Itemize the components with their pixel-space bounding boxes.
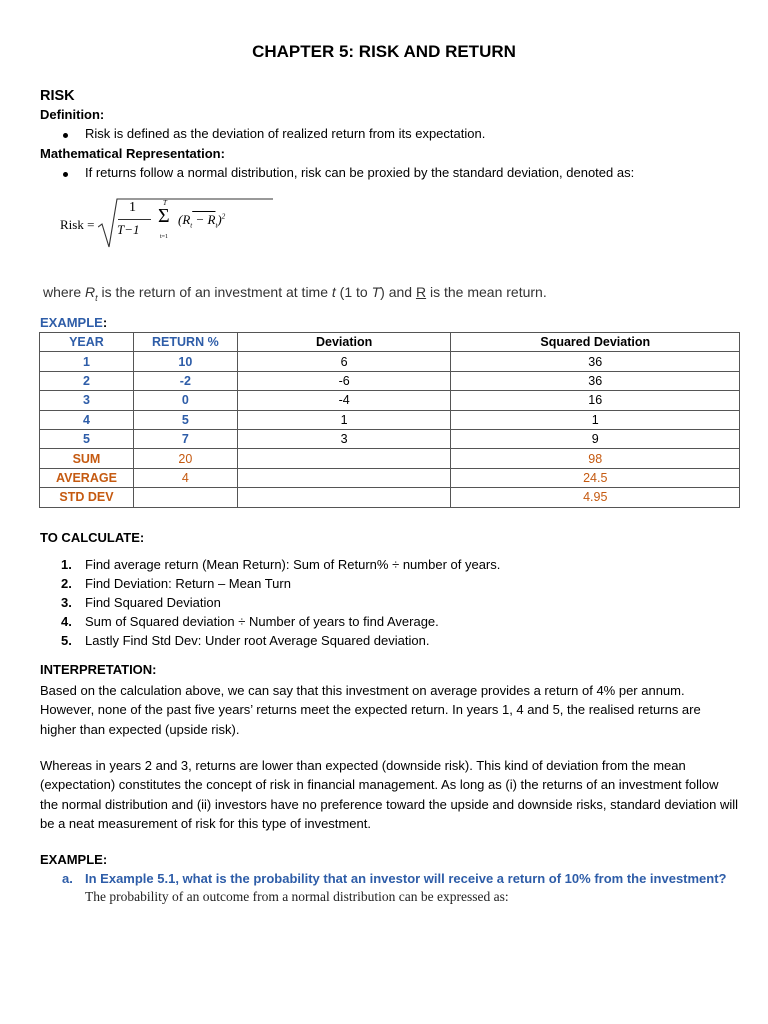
squared-deviation-cell: 36	[451, 371, 740, 390]
summary-squared-deviation: 24.5	[451, 468, 740, 487]
return-cell: -2	[133, 371, 237, 390]
return-cell: 0	[133, 391, 237, 410]
calculate-heading: TO CALCULATE:	[40, 530, 145, 545]
squared-deviation-cell: 9	[451, 429, 740, 448]
list-item: 2. Find Deviation: Return – Mean Turn	[61, 576, 291, 591]
summary-return: 4	[133, 468, 237, 487]
sum-lower-limit: t=1	[160, 234, 169, 240]
year-cell: 3	[40, 391, 134, 410]
deviation-cell: -6	[237, 371, 451, 390]
list-item: 3. Find Squared Deviation	[61, 595, 221, 610]
list-item: 4. Sum of Squared deviation ÷ Number of years to find Average.	[61, 614, 439, 629]
header-deviation: Deviation	[237, 333, 451, 352]
risk-heading: RISK	[40, 88, 75, 104]
example-heading: EXAMPLE:	[40, 852, 108, 867]
return-cell: 10	[133, 352, 237, 371]
formula-numerator: 1	[129, 200, 136, 215]
bullet-icon	[63, 172, 68, 177]
squared-deviation-cell: 1	[451, 410, 740, 429]
interpretation-paragraph-1: Based on the calculation above, we can say that this investment on average provides a return of 4% per annum. However, none of the past five years’ returns meet the expected return. In years 1, 4 and 5, the realised returns are higher than expected (upside risk).	[40, 683, 701, 737]
question-label: a.	[62, 871, 73, 886]
deviation-cell: 3	[237, 429, 451, 448]
header-squared-deviation: Squared Deviation	[451, 333, 740, 352]
year-cell: 2	[40, 371, 134, 390]
deviation-cell: -4	[237, 391, 451, 410]
returns-table	[39, 332, 740, 508]
squared-deviation-cell: 16	[451, 391, 740, 410]
table-row	[40, 391, 740, 410]
table-header-row	[40, 333, 740, 352]
deviation-cell: 1	[237, 410, 451, 429]
page-title: CHAPTER 5: RISK AND RETURN	[252, 42, 516, 61]
std-dev-row	[40, 488, 740, 507]
summary-squared-deviation: 98	[451, 449, 740, 468]
summary-return: 20	[133, 449, 237, 468]
interpretation-paragraph-2: Whereas in years 2 and 3, returns are lower than expected (downside risk). This kind of deviation from the mean (expectation) constitutes the concept of risk in financial management. As long as (i) the returns of an investment follow the normal distribution and (ii) investors have no preference toward the upside and downside risks, standard deviation will be a neat measurement of risk for this type of investment.	[40, 758, 739, 831]
table-row	[40, 410, 740, 429]
example-answer: The probability of an outcome from a normal distribution can be expressed as:	[85, 889, 509, 904]
header-year: YEAR	[40, 333, 134, 352]
table-row	[40, 352, 740, 371]
summary-squared-deviation: 4.95	[451, 488, 740, 507]
squared-deviation-cell: 36	[451, 352, 740, 371]
summary-deviation	[237, 488, 451, 507]
summary-deviation	[237, 468, 451, 487]
summary-return	[133, 488, 237, 507]
table-row	[40, 429, 740, 448]
sum-row	[40, 449, 740, 468]
list-item: 1. Find average return (Mean Return): Sum of Return% ÷ number of years.	[61, 557, 501, 572]
formula-body: $(R_t - R_t)^2$	[178, 212, 226, 230]
example-label: EXAMPLE:	[40, 315, 108, 330]
definition-text: Risk is defined as the deviation of realized return from its expectation.	[85, 126, 486, 141]
table-row	[40, 371, 740, 390]
bullet-icon	[63, 133, 68, 138]
definition-label: Definition:	[40, 107, 105, 122]
sigma-icon: Σ	[158, 205, 170, 227]
math-label: Mathematical Representation:	[40, 146, 225, 161]
formula-denominator: T−1	[117, 222, 140, 237]
formula-explanation: where $R_t$ is the return of an investment at time t (1 to T) and R is the mean return.	[43, 284, 547, 303]
math-text: If returns follow a normal distribution, risk can be proxied by the standard deviation, denoted as:	[85, 165, 635, 180]
list-item: 5. Lastly Find Std Dev: Under root Average Squared deviation.	[61, 633, 430, 648]
example-question: In Example 5.1, what is the probability that an investor will receive a return of 10% from the investment?	[85, 871, 727, 886]
return-cell: 7	[133, 429, 237, 448]
deviation-cell: 6	[237, 352, 451, 371]
summary-label: SUM	[40, 449, 134, 468]
header-return: RETURN %	[133, 333, 237, 352]
summary-label: STD DEV	[40, 488, 134, 507]
fraction-bar	[118, 219, 151, 220]
risk-formula	[60, 195, 260, 265]
year-cell: 1	[40, 352, 134, 371]
calculation-steps	[40, 555, 500, 650]
formula-lhs: Risk =	[60, 217, 95, 232]
summary-deviation	[237, 449, 451, 468]
year-cell: 5	[40, 429, 134, 448]
interpretation-heading: INTERPRETATION:	[40, 662, 157, 677]
average-row	[40, 468, 740, 487]
return-cell: 5	[133, 410, 237, 429]
summary-label: AVERAGE	[40, 468, 134, 487]
year-cell: 4	[40, 410, 134, 429]
sum-upper-limit: T	[163, 199, 167, 207]
